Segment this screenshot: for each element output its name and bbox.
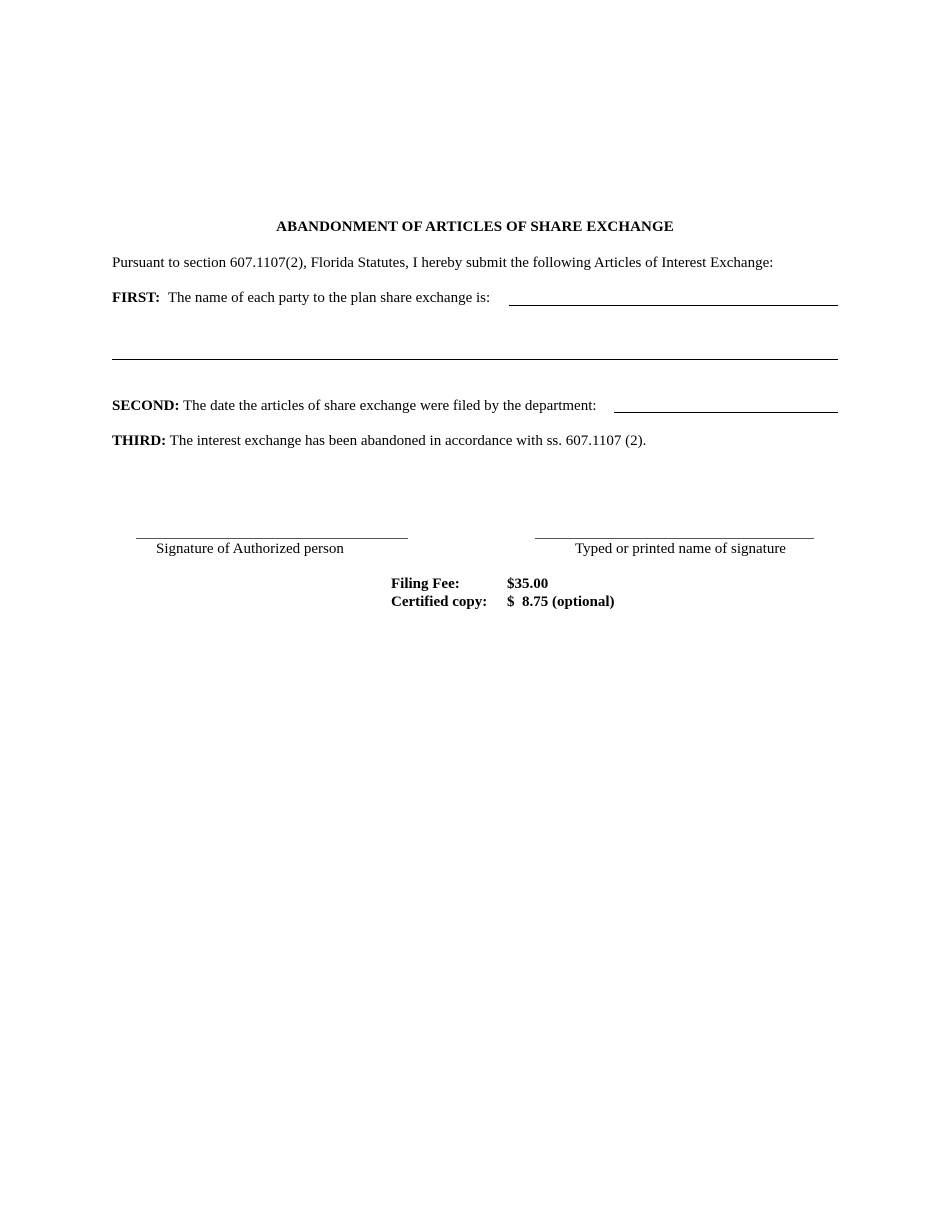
intro-paragraph: Pursuant to section 607.1107(2), Florida Statutes, I hereby submit the following Articles of Interest Exchange: xyxy=(112,255,774,271)
signature-caption: Signature of Authorized person xyxy=(156,541,344,557)
form-title: ABANDONMENT OF ARTICLES OF SHARE EXCHANGE xyxy=(276,219,674,235)
first-text: The name of each party to the plan share exchange is: xyxy=(167,290,491,306)
certified-copy-value: $ 8.75 (optional) xyxy=(507,594,615,610)
filing-fee-label: Filing Fee: xyxy=(391,576,460,592)
third-label: THIRD: xyxy=(112,433,167,449)
printed-name-caption: Typed or printed name of signature xyxy=(575,541,786,557)
third-clause xyxy=(112,433,646,450)
certified-copy-label: Certified copy: xyxy=(391,594,488,610)
printed-name-line[interactable] xyxy=(535,538,814,539)
first-party-blank[interactable] xyxy=(509,305,838,306)
second-text: The date the articles of share exchange were filed by the department: xyxy=(183,398,597,414)
second-clause xyxy=(112,398,597,415)
first-party-blank-line-2[interactable] xyxy=(112,359,838,360)
first-clause xyxy=(112,290,490,307)
third-text: The interest exchange has been abandoned in accordance with ss. 607.1107 (2). xyxy=(169,433,647,449)
filing-date-blank[interactable] xyxy=(614,412,838,413)
second-label: SECOND: xyxy=(112,398,180,414)
first-label: FIRST: xyxy=(112,290,161,306)
filing-fee-value: $35.00 xyxy=(507,576,549,592)
signature-line[interactable] xyxy=(136,538,408,539)
